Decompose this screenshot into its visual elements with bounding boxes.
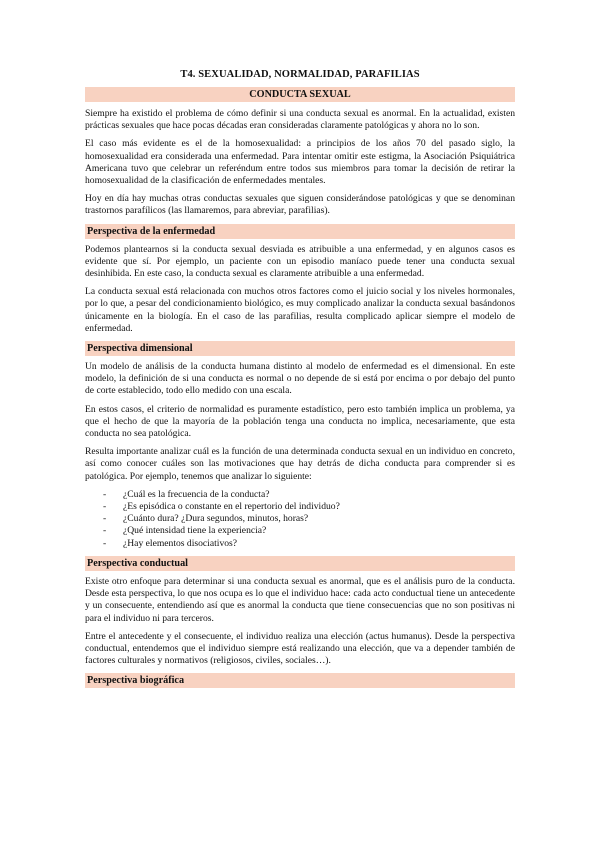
bullet-marker: - bbox=[103, 525, 107, 537]
list-item bbox=[103, 501, 515, 513]
question-list bbox=[85, 489, 515, 550]
bullet-marker: - bbox=[103, 513, 107, 525]
list-item bbox=[103, 525, 515, 537]
document-title: T4. SEXUALIDAD, NORMALIDAD, PARAFILIAS bbox=[180, 69, 420, 80]
paragraph: Existe otro enfoque para determinar si una conducta sexual es anormal, que es el análisis puro de la conducta. Desde esta perspectiva, lo que nos ocupa es lo que el individuo hace: cada acto conductual tiene un antecedente y un consecuente, entendiendo así que es anormal la conducta que tiene consecuencias que no son positivas ni para el individuo ni para terceros. bbox=[85, 575, 515, 624]
list-item bbox=[103, 513, 515, 525]
paragraph: En estos casos, el criterio de normalidad es puramente estadístico, pero esto también implica un problema, ya que el hecho de que la mayoría de la población tenga una conducta no implica, necesariamente, que esta conducta no sea patológica. bbox=[85, 403, 515, 440]
paragraph: El caso más evidente es el de la homosexualidad: a principios de los años 70 del pasado siglo, la homosexualidad era considerada una enfermedad. Para intentar omitir este estigma, la Asociación Psiquiátrica Americana tuvo que celebrar un referéndum entre todos sus miembros para tomar la decisión de retirar la homosexualidad de la clasificación de enfermedades mentales. bbox=[85, 138, 515, 187]
section-heading-main: CONDUCTA SEXUAL bbox=[85, 87, 515, 102]
list-item-text: ¿Hay elementos disociativos? bbox=[123, 537, 238, 549]
bullet-marker: - bbox=[103, 488, 107, 500]
paragraph: Siempre ha existido el problema de cómo definir si una conducta sexual es anormal. En la actualidad, existen prácticas sexuales que hace pocas décadas eran consideradas claramente patológicas y ahora no lo son. bbox=[85, 108, 515, 132]
list-item-text: ¿Qué intensidad tiene la experiencia? bbox=[123, 525, 267, 537]
paragraph: Un modelo de análisis de la conducta humana distinto al modelo de enfermedad es el dimensional. En este modelo, la definición de si una conducta es normal o no depende de si está por encima o por debajo del punto de corte establecido, todo ello medido con una escala. bbox=[85, 361, 515, 397]
list-item-text: ¿Es episódica o constante en el repertorio del individuo? bbox=[123, 501, 340, 513]
section-heading: Perspectiva biográfica bbox=[85, 673, 515, 688]
paragraph: Resulta importante analizar cuál es la función de una determinada conducta sexual en un individuo en concreto, así como conocer cuáles son las motivaciones que hay detrás de dicha conducta para comprender si es patológica. Por ejemplo, tenemos que analizar lo siguiente: bbox=[85, 446, 515, 482]
section-heading: Perspectiva de la enfermedad bbox=[85, 224, 515, 239]
section-heading: Perspectiva conductual bbox=[85, 556, 515, 571]
list-item-text: ¿Cuánto dura? ¿Dura segundos, minutos, horas? bbox=[123, 513, 309, 525]
list-item-text: ¿Cuál es la frecuencia de la conducta? bbox=[123, 488, 270, 500]
list-item bbox=[103, 489, 515, 501]
paragraph: Entre el antecedente y el consecuente, el individuo realiza una elección (actus humanus). Desde la perspectiva conductual, entendemos que el individuo siempre está realizando una elección, que va a depender también de factores culturales y normativos (religiosos, civiles, sociales…). bbox=[85, 630, 515, 667]
document-body bbox=[85, 66, 515, 693]
bullet-marker: - bbox=[103, 537, 107, 549]
bullet-marker: - bbox=[103, 501, 107, 513]
paragraph: Hoy en día hay muchas otras conductas sexuales que siguen considerándose patológicas y que se denominan trastornos parafílicos (las llamaremos, para abreviar, parafilias). bbox=[85, 193, 515, 217]
paragraph: Podemos plantearnos si la conducta sexual desviada es atribuible a una enfermedad, y en algunos casos es evidente que sí. Por ejemplo, un paciente con un episodio maníaco puede tener una conducta sexual desinhibida. En este caso, la conducta sexual es claramente atribuible a una enfermedad. bbox=[85, 243, 515, 280]
paragraph: La conducta sexual está relacionada con muchos otros factores como el juicio social y los niveles hormonales, por lo que, a pesar del condicionamiento biológico, es muy complicado analizar la conducta sexual basándonos únicamente en la biología. En el caso de las parafilias, resulta complicado aplicar siempre el modelo de enfermedad. bbox=[85, 286, 515, 334]
section-heading: Perspectiva dimensional bbox=[85, 341, 515, 356]
list-item bbox=[103, 538, 515, 550]
